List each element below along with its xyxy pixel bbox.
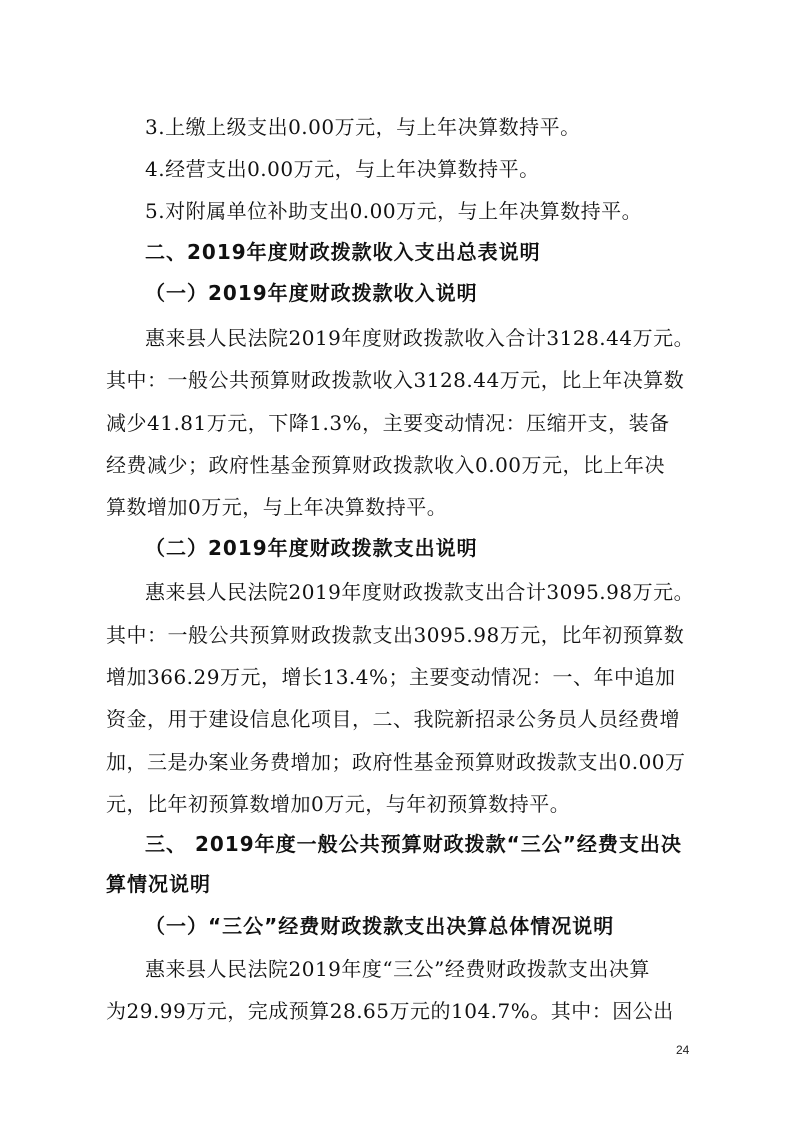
subsection-heading: （一）“三公”经费财政拨款支出决算总体情况说明 [145,914,615,938]
text-line: 为29.99万元，完成预算28.65万元的104.7%。其中：因公出 [106,999,674,1023]
page-number: 24 [676,1043,690,1057]
text-line: 元，比年初预算数增加0万元，与年初预算数持平。 [106,792,571,816]
subsection-heading: （一）2019年度财政拨款收入说明 [145,281,478,305]
section-heading: 三、 2019年度一般公共预算财政拨款“三公”经费支出决 [145,832,682,856]
section-heading-continued: 算情况说明 [106,872,211,896]
text-line: 3.上缴上级支出0.00万元，与上年决算数持平。 [145,115,581,139]
text-line: 加，三是办案业务费增加；政府性基金预算财政拨款支出0.00万 [106,750,686,774]
text-line: 资金，用于建设信息化项目，二、我院新招录公务员人员经费增 [106,707,680,731]
text-line: 其中：一般公共预算财政拨款支出3095.98万元，比年初预算数 [106,623,685,647]
text-line: 5.对附属单位补助支出0.00万元，与上年决算数持平。 [145,199,643,223]
text-line: 4.经营支出0.00万元，与上年决算数持平。 [145,157,540,181]
section-heading: 二、2019年度财政拨款收入支出总表说明 [145,240,541,264]
text-line: 算数增加0万元，与上年决算数持平。 [106,495,448,519]
subsection-heading: （二）2019年度财政拨款支出说明 [145,536,478,560]
text-line: 惠来县人民法院2019年度“三公”经费财政拨款支出决算 [145,957,650,981]
text-line: 惠来县人民法院2019年度财政拨款支出合计3095.98万元。 [145,580,695,604]
text-line: 其中：一般公共预算财政拨款收入3128.44万元，比上年决算数 [106,368,685,392]
text-line: 惠来县人民法院2019年度财政拨款收入合计3128.44万元。 [145,326,695,350]
text-line: 减少41.81万元，下降1.3%，主要变动情况：压缩开支，装备 [106,411,670,435]
text-line: 增加366.29万元，增长13.4%；主要变动情况：一、年中追加 [106,665,676,689]
text-line: 经费减少；政府性基金预算财政拨款收入0.00万元，比上年决 [106,453,666,477]
